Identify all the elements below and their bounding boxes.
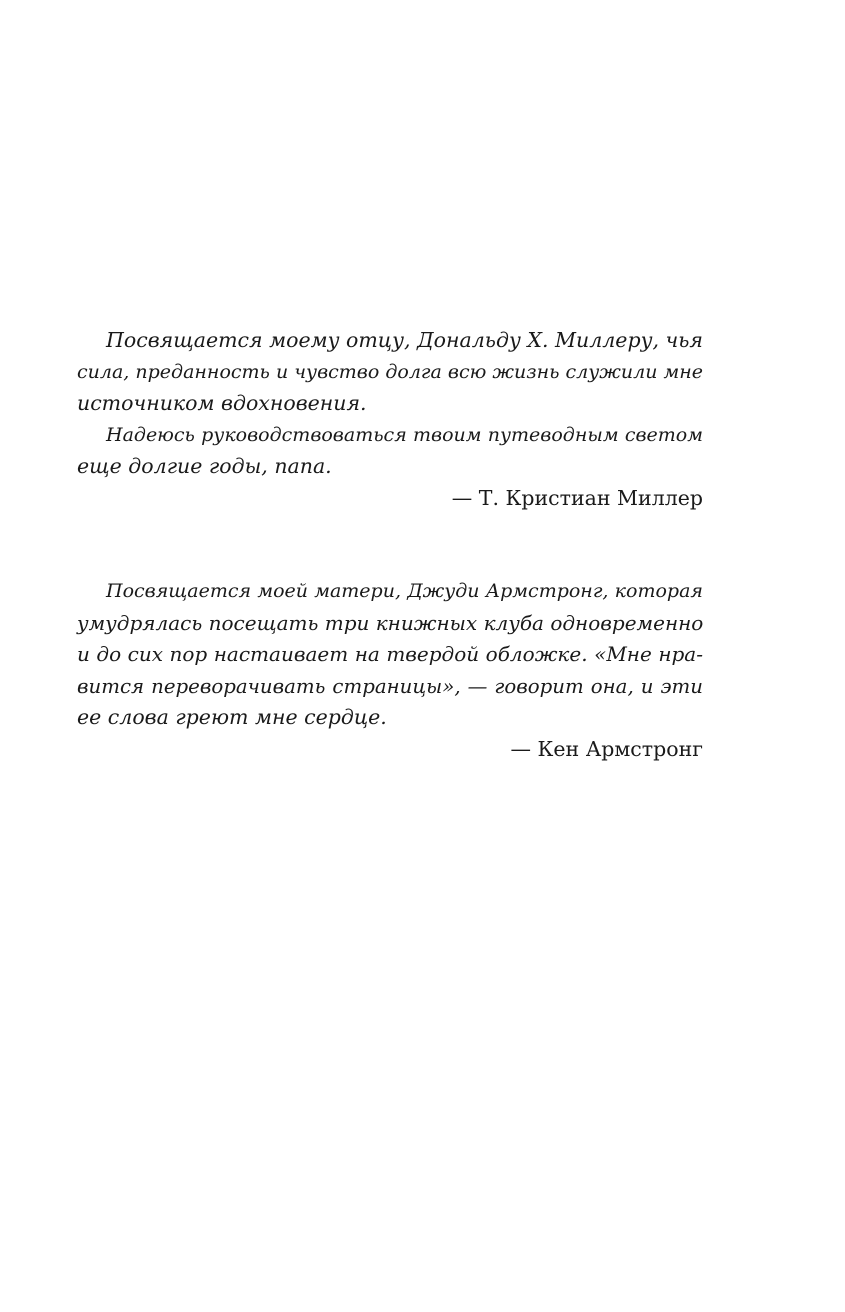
dedication-armstrong: [77, 576, 703, 765]
dedication-line: ее слова греют мне сердце.: [77, 705, 387, 729]
dedication-line: Посвящается моему отцу, Дональду Х. Миллеру, чья: [106, 328, 703, 352]
dedication-signature: — Кен Армстронг: [510, 736, 703, 761]
dedication-line: сила, преданность и чувство долга всю жизнь служили мне: [77, 360, 703, 383]
dedication-signature: — Т. Кристиан Миллер: [451, 485, 703, 510]
dedication-paragraph: [77, 576, 703, 734]
dedication-miller: [77, 325, 703, 514]
dedication-line: Посвящается моей матери, Джуди Армстронг, которая: [106, 580, 703, 602]
dedication-line: еще долгие годы, папа.: [77, 454, 332, 478]
dedication-line: умудрялась посещать три книжных клуба одновременно: [77, 610, 704, 635]
dedication-line: источником вдохновения.: [77, 391, 367, 415]
dedication-line: Надеюсь руководствоваться твоим путеводным светом: [106, 423, 703, 446]
dedication-paragraph: [77, 420, 703, 483]
dedication-paragraph: [77, 325, 703, 420]
dedication-line: и до сих пор настаивает на твердой обложке. «Мне нра-: [77, 642, 703, 666]
dedication-line: вится переворачивать страницы», — говорит она, и эти: [77, 674, 703, 698]
